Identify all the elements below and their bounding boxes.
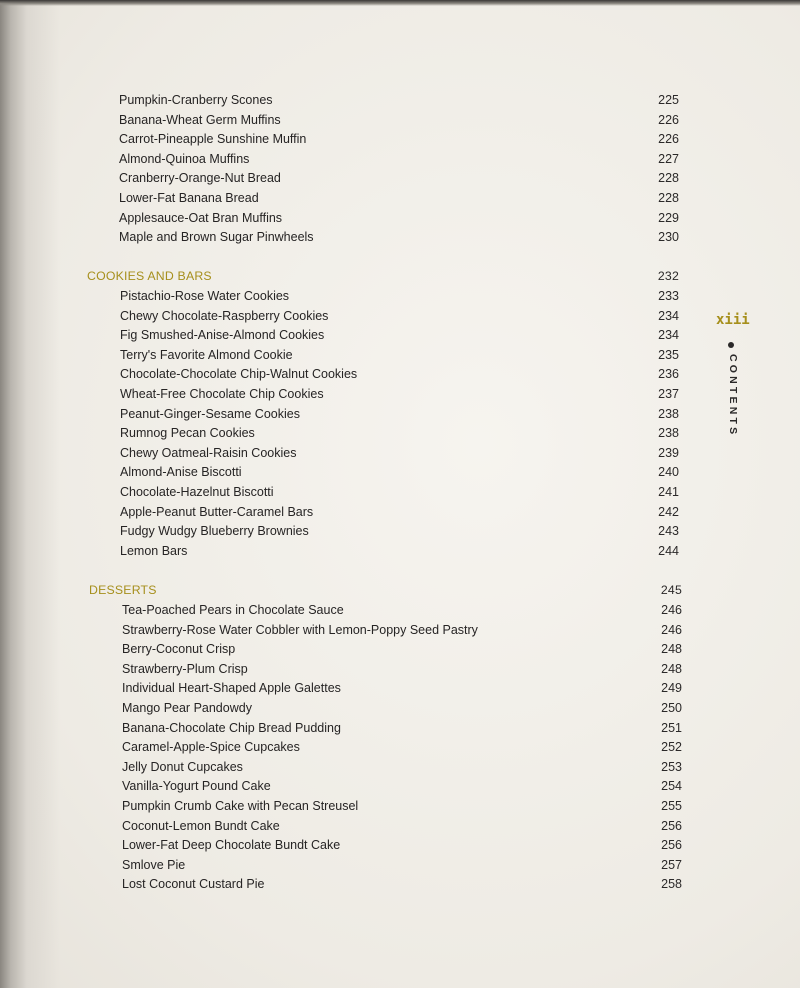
entry-page-number: 234 [658, 328, 679, 343]
entry-title: Apple-Peanut Butter-Caramel Bars [120, 504, 314, 519]
toc-entry [120, 405, 679, 425]
entry-title: Jelly Donut Cupcakes [122, 759, 243, 774]
section-page-number: 245 [660, 583, 682, 597]
toc-entry [122, 601, 682, 621]
entry-page-number: 230 [658, 230, 679, 245]
entry-page-number: 248 [661, 661, 682, 676]
entry-page-number: 244 [658, 543, 679, 558]
entry-title: Chewy Oatmeal-Raisin Cookies [120, 445, 297, 460]
entry-title: Individual Heart-Shaped Apple Galettes [122, 681, 341, 696]
entry-page-number: 237 [658, 387, 679, 401]
entry-title: Caramel-Apple-Spice Cupcakes [122, 740, 300, 755]
entry-title: Chewy Chocolate-Raspberry Cookies [120, 308, 329, 323]
entry-page-number: 246 [661, 603, 682, 617]
entry-page-number: 228 [658, 191, 679, 205]
running-head-label: CONTENTS [727, 354, 739, 438]
toc-entry [120, 463, 679, 483]
toc-entry [120, 503, 679, 523]
toc-entry [122, 797, 682, 817]
toc-entry [119, 209, 679, 229]
toc-entry [122, 699, 682, 719]
entry-title: Almond-Anise Biscotti [120, 465, 242, 480]
toc-entry [122, 719, 682, 739]
entry-title: Vanilla-Yogurt Pound Cake [122, 779, 271, 794]
entry-title: Lemon Bars [120, 543, 188, 558]
entry-page-number: 229 [658, 210, 679, 225]
section-header [87, 267, 679, 287]
entry-page-number: 253 [661, 759, 682, 774]
entry-title: Pumpkin Crumb Cake with Pecan Streusel [122, 799, 359, 813]
section-header [89, 581, 682, 601]
toc-entry [119, 91, 679, 111]
section-title: COOKIES AND BARS [87, 269, 212, 283]
toc-entry [120, 483, 679, 503]
entry-page-number: 242 [658, 504, 679, 519]
entry-title: Almond-Quinoa Muffins [119, 151, 250, 166]
entry-title: Lower-Fat Deep Chocolate Bundt Cake [122, 838, 341, 853]
entry-page-number: 248 [661, 642, 682, 657]
entry-page-number: 256 [661, 818, 682, 833]
entry-page-number: 233 [658, 289, 679, 303]
toc-entry [120, 365, 679, 385]
entry-page-number: 255 [661, 799, 682, 813]
toc-entry [122, 875, 682, 895]
toc-entry [119, 111, 679, 131]
entry-title: Applesauce-Oat Bran Muffins [119, 210, 283, 225]
entry-page-number: 225 [658, 93, 679, 107]
toc-entry [119, 169, 679, 189]
entry-page-number: 240 [658, 465, 679, 480]
toc-entry [122, 777, 682, 797]
entry-title: Banana-Wheat Germ Muffins [119, 112, 281, 127]
toc-entry [120, 385, 679, 405]
toc-entry [122, 738, 682, 758]
page-folio: xiii [716, 312, 750, 328]
entry-title: Coconut-Lemon Bundt Cake [122, 818, 280, 833]
entry-page-number: 235 [658, 347, 679, 362]
entry-page-number: 238 [658, 426, 679, 441]
entry-title: Rumnog Pecan Cookies [120, 426, 255, 441]
entry-title: Pumpkin-Cranberry Scones [119, 93, 273, 107]
bullet-icon [728, 342, 734, 348]
running-head [727, 342, 741, 437]
entry-title: Banana-Chocolate Chip Bread Pudding [122, 720, 341, 735]
entry-page-number: 228 [658, 171, 679, 186]
entry-page-number: 252 [661, 740, 682, 755]
entry-title: Carrot-Pineapple Sunshine Muffin [119, 132, 307, 147]
entry-page-number: 239 [658, 445, 679, 460]
toc-entry [119, 130, 679, 150]
entry-page-number: 258 [661, 877, 682, 892]
entry-title: Tea-Poached Pears in Chocolate Sauce [122, 603, 344, 617]
entry-title: Peanut-Ginger-Sesame Cookies [120, 406, 300, 421]
entry-page-number: 236 [658, 367, 679, 382]
toc-entry [122, 679, 682, 699]
section-title: DESSERTS [89, 583, 157, 597]
toc-entry [119, 150, 679, 170]
entry-title: Strawberry-Plum Crisp [122, 661, 248, 676]
toc-entry [122, 660, 682, 680]
entry-page-number: 241 [658, 485, 679, 499]
entry-page-number: 251 [661, 720, 682, 735]
toc-entry [122, 621, 682, 641]
entry-page-number: 250 [661, 701, 682, 715]
toc-entry [122, 758, 682, 778]
entry-title: Berry-Coconut Crisp [122, 642, 236, 657]
entry-page-number: 243 [658, 524, 679, 539]
entry-page-number: 226 [658, 112, 679, 127]
toc-entry [122, 640, 682, 660]
entry-page-number: 238 [658, 406, 679, 421]
toc-entry [119, 228, 679, 248]
toc-entry [120, 307, 679, 327]
entry-title: Strawberry-Rose Water Cobbler with Lemon-Poppy Seed Pastry [122, 622, 478, 637]
entry-page-number: 254 [661, 779, 682, 794]
entry-page-number: 257 [661, 857, 682, 872]
entry-title: Lost Coconut Custard Pie [122, 877, 265, 892]
toc-entry [120, 542, 679, 562]
toc-entry [122, 856, 682, 876]
entry-title: Mango Pear Pandowdy [122, 701, 252, 715]
entry-title: Chocolate-Chocolate Chip-Walnut Cookies [120, 367, 358, 382]
entry-title: Cranberry-Orange-Nut Bread [119, 171, 281, 186]
toc-entry [120, 424, 679, 444]
entry-title: Lower-Fat Banana Bread [119, 191, 259, 205]
toc-entry [122, 836, 682, 856]
entry-title: Maple and Brown Sugar Pinwheels [119, 230, 314, 245]
entry-title: Pistachio-Rose Water Cookies [120, 289, 290, 303]
entry-page-number: 246 [661, 622, 682, 637]
toc-entry [119, 189, 679, 209]
toc-entry [122, 817, 682, 837]
toc-entry [120, 287, 679, 307]
toc-entry [120, 522, 679, 542]
entry-title: Fig Smushed-Anise-Almond Cookies [120, 328, 325, 343]
entry-title: Smlove Pie [122, 857, 186, 872]
entry-page-number: 256 [661, 838, 682, 853]
entry-title: Wheat-Free Chocolate Chip Cookies [120, 387, 324, 401]
toc-entry [120, 326, 679, 346]
entry-page-number: 227 [658, 151, 679, 166]
entry-page-number: 234 [658, 308, 679, 323]
entry-title: Fudgy Wudgy Blueberry Brownies [120, 524, 309, 539]
toc-entry [120, 444, 679, 464]
entry-page-number: 249 [661, 681, 682, 696]
entry-title: Chocolate-Hazelnut Biscotti [120, 485, 274, 499]
entry-title: Terry's Favorite Almond Cookie [120, 347, 293, 362]
toc-entry [120, 346, 679, 366]
entry-page-number: 226 [658, 132, 679, 147]
section-page-number: 232 [657, 269, 679, 283]
